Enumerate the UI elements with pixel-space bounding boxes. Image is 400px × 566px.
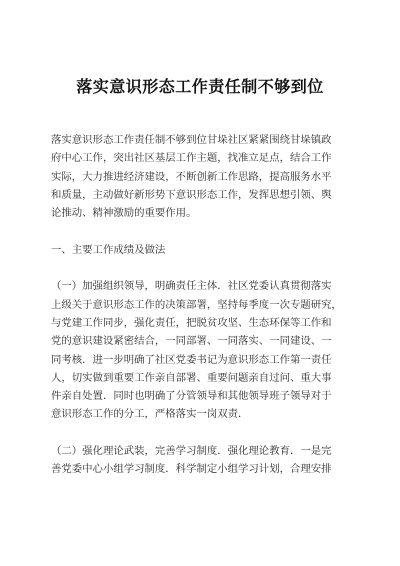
text-line: （二）强化理论武装，完善学习制度．强化理论教育．一是完 [51, 445, 332, 458]
text-line: 和质量，主动做好新形势下意识形态工作，发挥思想引领、舆 [51, 188, 332, 201]
document-body [51, 131, 371, 479]
paragraph-gap [51, 259, 371, 277]
text-line: 善党委中心小组学习制度．科学制定小组学习计划，合理安排 [51, 463, 332, 476]
text-line: 府中心工作，突出社区基层工作主题，找准立足点，结合工作 [51, 152, 332, 165]
text-line: 上级关于意识形态工作的决策部署，坚持每季度一次专题研究， [51, 298, 342, 311]
item1-paragraph [51, 277, 371, 423]
paragraph-gap [51, 424, 371, 442]
paragraph-gap [51, 222, 371, 240]
item2-paragraph [51, 442, 371, 479]
text-line: 件亲自处置．同时也明确了分管领导和其他领导班子领导对于 [51, 390, 332, 403]
text-line: 落实意识形态工作责任制不够到位甘垛社区紧紧围绕甘垛镇政 [51, 134, 332, 146]
intro-paragraph [51, 131, 371, 222]
text-line: 论推动、精神激励的重要作用。 [51, 207, 197, 220]
text-line: 人，切实做到重要工作亲自部署、重要问题亲自过问、重大事 [51, 371, 332, 384]
text-line: 党的意识建设紧密结合，一同部署、一同落实、一同建设、一 [51, 335, 332, 348]
text-line: 与党建工作同步，强化责任，把脱贫攻坚、生态环保等工作和 [51, 316, 332, 329]
section-heading: 一、主要工作成绩及做法 [51, 243, 166, 256]
text-line: 意识形态工作的分工，严格落实一岗双责． [51, 408, 249, 421]
text-line: （一）加强组织领导，明确责任主体．社区党委认真贯彻落实 [51, 280, 332, 293]
text-line: 实际，大力推进经济建设，不断创新工作思路，提高服务水平 [51, 170, 332, 183]
text-line: 同考核．进一步明确了社区党委书记为意识形态工作第一责任 [51, 353, 332, 366]
document-title: 落实意识形态工作责任制不够到位 [76, 77, 324, 96]
